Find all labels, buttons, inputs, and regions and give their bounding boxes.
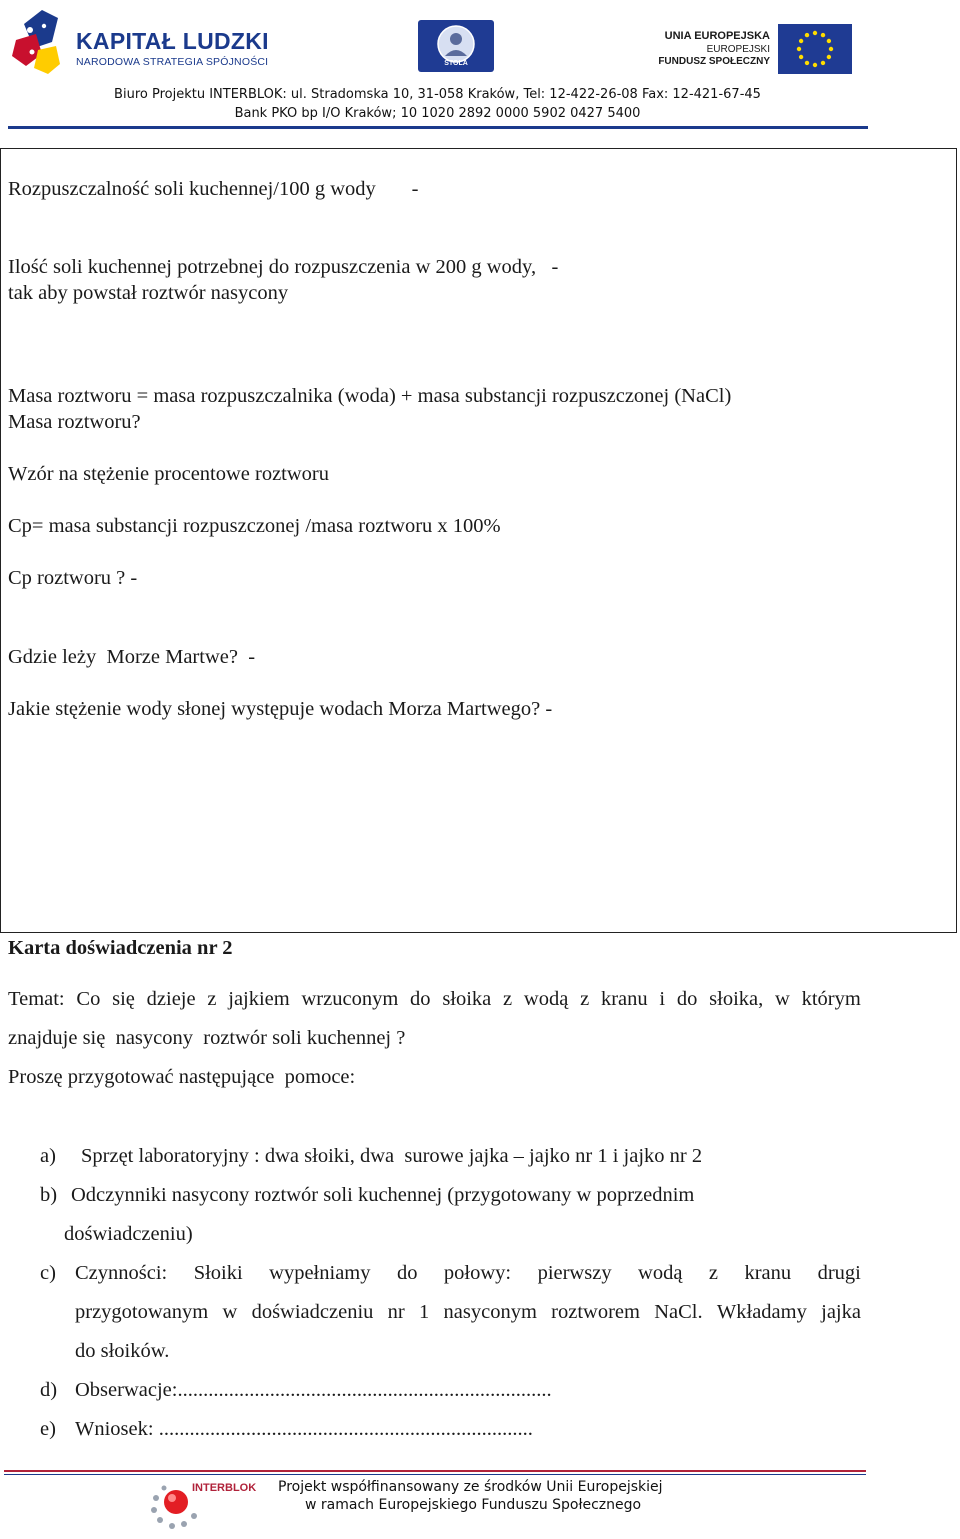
topic-word: z <box>503 988 513 1010</box>
item-c-marker: c) <box>40 1262 56 1284</box>
item-c-word: pierwszy <box>537 1262 612 1284</box>
topic-word: dzieje <box>146 988 196 1010</box>
card-title: Karta doświadczenia nr 2 <box>8 937 233 959</box>
item-c-word: Czynności: <box>75 1262 168 1284</box>
topic-word: i <box>659 988 666 1010</box>
item-c-word: Słoiki <box>193 1262 243 1284</box>
kapital-ludzki-subtitle: NARODOWA STRATEGIA SPÓJNOŚCI <box>76 56 269 68</box>
materials-prompt: Proszę przygotować następujące pomoce: <box>8 1066 356 1088</box>
item-c-word: do <box>396 1262 418 1284</box>
item-a-marker: a) <box>40 1145 56 1167</box>
kapital-ludzki-title: KAPITAŁ LUDZKI <box>76 28 269 54</box>
box-line-mass-question: Masa roztworu? <box>8 411 141 433</box>
item-c-word: doświadczeniu <box>251 1301 374 1323</box>
item-d-marker: d) <box>40 1379 58 1401</box>
eu-subtitle-line3: FUNDUSZ SPOŁECZNY <box>658 56 770 67</box>
footer-divider-top <box>4 1470 866 1472</box>
topic-word: słoika, <box>709 988 764 1010</box>
topic-word: z <box>580 988 590 1010</box>
eu-subtitle-line2: EUROPEJSKI <box>706 44 770 55</box>
footer-line-2: w ramach Europejskiego Funduszu Społecznego <box>305 1497 642 1513</box>
item-c-line-1 <box>75 1262 861 1285</box>
topic-word: wodą <box>523 988 569 1010</box>
topic-word: jajkiem <box>228 988 290 1010</box>
item-c-word: drugi <box>817 1262 861 1284</box>
item-c-word: w <box>222 1301 238 1323</box>
box-line-dead-sea-concentration: Jakie stężenie wody słonej występuje wodach Morza Martwego? - <box>8 698 553 720</box>
topic-line-1 <box>8 988 861 1011</box>
header <box>0 0 960 135</box>
item-c-word: jajka <box>821 1301 861 1323</box>
box-line-mass-formula: Masa roztworu = masa rozpuszczalnika (woda) + masa substancji rozpuszczonej (NaCl) <box>8 385 732 407</box>
topic-word: wrzuconym <box>301 988 399 1010</box>
topic-word: którym <box>801 988 861 1010</box>
item-c-word: z <box>708 1262 718 1284</box>
topic-word: kranu <box>600 988 648 1010</box>
box-line-dead-sea-location: Gdzie leży Morze Martwe? - <box>8 646 256 668</box>
kapital-ludzki-logo <box>12 6 269 78</box>
item-c-word: wypełniamy <box>269 1262 371 1284</box>
box-line-solubility: Rozpuszczalność soli kuchennej/100 g wody - <box>8 178 419 200</box>
box-line-cp-question: Cp roztworu ? - <box>8 567 138 589</box>
header-divider <box>8 126 868 129</box>
item-c-word: wodą <box>638 1262 683 1284</box>
topic-word: w <box>775 988 790 1010</box>
box-line-saturated: tak aby powstał roztwór nasycony <box>8 282 289 304</box>
item-b-text-line-1: Odczynniki nasycony roztwór soli kuchennej (przygotowany w poprzednim <box>71 1184 695 1206</box>
box-line-concentration-title: Wzór na stężenie procentowe roztworu <box>8 463 330 485</box>
box-line-cp-formula: Cp= masa substancji rozpuszczonej /masa roztworu x 100% <box>8 515 501 537</box>
item-b-marker: b) <box>40 1184 58 1206</box>
item-c-word: Wkładamy <box>716 1301 807 1323</box>
eu-title: UNIA EUROPEJSKA <box>664 30 770 42</box>
interblok-logo-text: INTERBLOK <box>192 1482 257 1494</box>
kapital-ludzki-emblem-icon <box>12 6 62 76</box>
address-line-1: Biuro Projektu INTERBLOK: ul. Stradomska 10, 31-058 Kraków, Tel: 12-422-26-08 Fax: 12-421-67-45 <box>114 87 761 102</box>
item-c-word: połowy: <box>443 1262 512 1284</box>
eu-flag-icon <box>778 24 852 74</box>
item-c-word: nr <box>387 1301 405 1323</box>
topic-word: z <box>207 988 217 1010</box>
item-c-line-3: do słoików. <box>75 1340 170 1362</box>
topic-word: do <box>410 988 431 1010</box>
topic-word: się <box>112 988 135 1010</box>
item-c-word: roztworem <box>551 1301 640 1323</box>
footer-divider-bottom <box>4 1474 866 1475</box>
topic-word: słoika <box>442 988 492 1010</box>
topic-line-2: znajduje się nasycony roztwór soli kuchennej ? <box>8 1027 406 1049</box>
item-c-word: NaCl. <box>654 1301 703 1323</box>
item-b-text-line-2: doświadczeniu) <box>64 1223 193 1245</box>
item-d-text: Obserwacje:......................................................................... <box>75 1379 552 1401</box>
topic-word: Co <box>76 988 101 1010</box>
eu-logo <box>658 24 858 76</box>
item-a-text: Sprzęt laboratoryjny : dwa słoiki, dwa surowe jajka – jajko nr 1 i jajko nr 2 <box>81 1145 703 1167</box>
item-c-word: nasyconym <box>443 1301 537 1323</box>
item-e-marker: e) <box>40 1418 56 1440</box>
interblok-logo <box>146 1478 256 1534</box>
item-e-text: Wniosek: ......................................................................... <box>75 1418 533 1440</box>
item-c-word: 1 <box>419 1301 430 1323</box>
footer-line-1: Projekt współfinansowany ze środków Unii Europejskiej <box>278 1479 663 1495</box>
box-line-salt-amount: Ilość soli kuchennej potrzebnej do rozpuszczenia w 200 g wody, - <box>8 256 559 278</box>
center-crest-text: STOLA <box>444 60 468 67</box>
topic-word: do <box>676 988 698 1010</box>
center-crest-logo <box>418 20 494 72</box>
item-c-word: kranu <box>744 1262 792 1284</box>
item-c-word: przygotowanym <box>75 1301 209 1323</box>
address-line-2: Bank PKO bp I/O Kraków; 10 1020 2892 0000 5902 0427 5400 <box>234 106 641 121</box>
item-c-line-2 <box>75 1301 861 1324</box>
topic-word: Temat: <box>8 988 65 1010</box>
